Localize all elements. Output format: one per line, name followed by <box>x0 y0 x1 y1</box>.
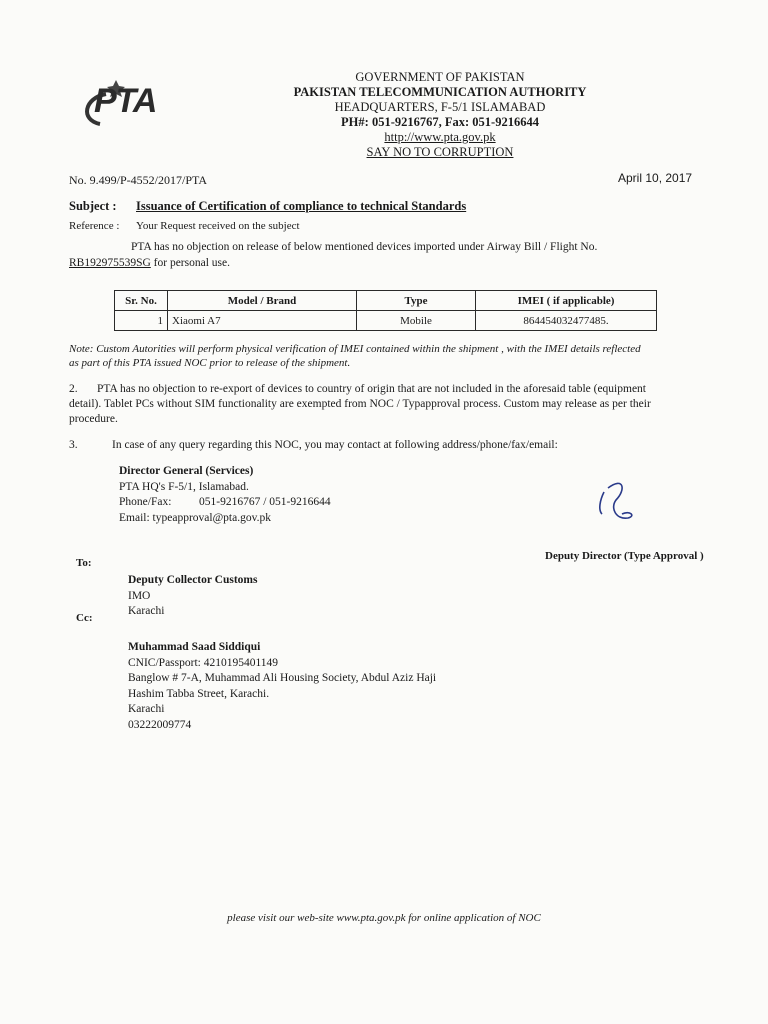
para-2-line-2: detail). Tablet PCs without SIM functionality are exempted from NOC / Typapproval process. Custom may release as per their <box>69 398 651 410</box>
contact-phone-label: Phone/Fax: <box>119 496 172 508</box>
cc-recipient-address-2: Hashim Tabba Street, Karachi. <box>128 687 270 700</box>
table-cell-type: Mobile <box>357 311 476 331</box>
contact-email-value[interactable]: typeapproval@pta.gov.pk <box>152 511 271 524</box>
table-cell-imei: 864454032477485. <box>476 311 657 331</box>
note-line-2: as part of this PTA issued NOC prior to release of the shipment. <box>69 357 351 369</box>
reference-label: Reference : <box>69 220 120 232</box>
contact-email-label: Email: <box>119 511 150 524</box>
footer-note: please visit our web-site www.pta.gov.pk for online application of NOC <box>227 912 541 924</box>
airway-bill-number: RB192975539SG <box>69 257 151 269</box>
cc-recipient-name: Muhammad Saad Siddiqui <box>128 641 261 653</box>
to-recipient-city: Karachi <box>128 605 165 617</box>
to-recipient-title: Deputy Collector Customs <box>128 574 258 586</box>
para-3-number: 3. <box>69 439 78 451</box>
contact-block <box>119 464 331 526</box>
table-header-sr-no: Sr. No. <box>115 291 168 311</box>
letterhead-website-link[interactable]: http://www.pta.gov.pk <box>384 130 496 144</box>
letterhead-phone: PH#: 051-9216767, Fax: 051-9216644 <box>341 115 539 129</box>
letterhead-slogan: SAY NO TO CORRUPTION <box>366 145 514 159</box>
to-recipient-block <box>128 573 257 620</box>
letterhead-government: GOVERNMENT OF PAKISTAN <box>355 70 525 84</box>
para-2-line-1: PTA has no objection to re-export of devices to country of origin that are not included in the aforesaid table (equipment <box>97 383 647 395</box>
contact-phone-row <box>119 495 331 511</box>
table-row <box>115 311 657 331</box>
reference-text: Your Request received on the subject <box>136 220 300 232</box>
cc-recipient-phone: 03222009774 <box>128 718 192 731</box>
contact-email-row <box>119 511 331 527</box>
table-header-imei: IMEI ( if applicable) <box>476 291 657 311</box>
letterhead-address: HEADQUARTERS, F-5/1 ISLAMABAD <box>334 100 546 114</box>
letterhead <box>220 70 660 160</box>
pta-logo <box>66 72 186 132</box>
cc-recipient-block <box>128 640 436 733</box>
table-cell-sr-no: 1 <box>115 311 168 331</box>
note-line-1: Note: Custom Autorities will perform physical verification of IMEI contained within the shipment , with the IMEI details reflected <box>69 343 641 355</box>
table-header-model-brand: Model / Brand <box>168 291 357 311</box>
intro-line-1: PTA has no objection on release of below mentioned devices imported under Airway Bill / Flight No. <box>131 241 598 253</box>
subject-text: Issuance of Certification of compliance to technical Standards <box>136 199 467 213</box>
table-header-row <box>115 291 657 311</box>
letter-date: April 10, 2017 <box>618 171 693 185</box>
contact-phone-value: 051-9216767 / 051-9216644 <box>199 496 331 508</box>
intro-line-2 <box>69 256 230 272</box>
para-2-line-3: procedure. <box>69 413 118 425</box>
subject-label: Subject : <box>69 199 117 213</box>
cc-recipient-cnic: CNIC/Passport: 4210195401149 <box>128 656 279 669</box>
contact-address: PTA HQ's F-5/1, Islamabad. <box>119 480 249 493</box>
letterhead-authority: PAKISTAN TELECOMMUNICATION AUTHORITY <box>293 85 587 99</box>
cc-label: Cc: <box>76 612 93 624</box>
reference-number: No. 9.499/P-4552/2017/PTA <box>69 173 208 187</box>
to-recipient-office: IMO <box>128 589 151 602</box>
cc-recipient-address-1: Banglow # 7-A, Muhammad Ali Housing Society, Abdul Aziz Haji <box>128 672 437 684</box>
to-label: To: <box>76 557 92 569</box>
contact-title: Director General (Services) <box>119 465 254 477</box>
para-2-number: 2. <box>69 383 78 395</box>
table-header-type: Type <box>357 291 476 311</box>
handwritten-signature <box>590 470 650 530</box>
intro-line-2-rest: for personal use. <box>150 257 230 269</box>
table-cell-model-brand: Xiaomi A7 <box>168 311 357 331</box>
para-3-text: In case of any query regarding this NOC, you may contact at following address/phone/fax/email: <box>112 439 558 451</box>
device-table <box>114 290 657 331</box>
cc-recipient-city: Karachi <box>128 703 165 715</box>
pta-logo-text: PTA <box>94 82 157 120</box>
signatory-designation: Deputy Director (Type Approval ) <box>545 550 704 562</box>
